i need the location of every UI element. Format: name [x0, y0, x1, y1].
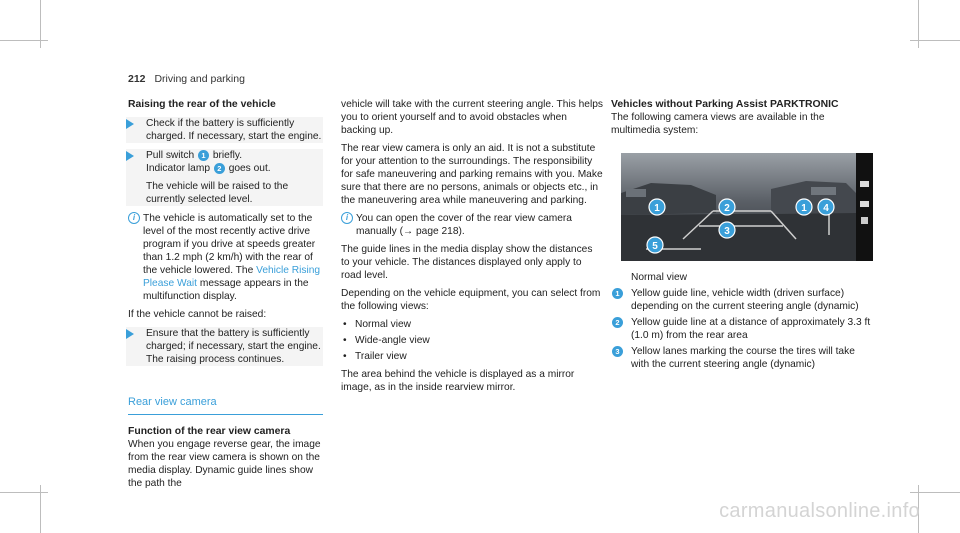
callout-5	[647, 237, 663, 253]
paragraph: The guide lines in the media display show the distances to your vehicle. The distances displayed only apply to road level.	[341, 244, 593, 281]
watermark: carmanualsonline.info	[719, 500, 920, 522]
paragraph: The rear view camera is only an aid. It is not a substitute for your attention to the surroundings. The responsibility for safe maneuvering and parking remains with you. Make sure that there are no persons, animals or objects etc., in the maneuvering area while maneuvering and parking.	[341, 143, 603, 206]
svg-text:5: 5	[652, 241, 658, 252]
callout-4	[818, 199, 834, 215]
info-note: i You can open the cover of the rear view camera manually (→ page 218).	[341, 212, 603, 238]
cannot-raise-text: If the vehicle cannot be raised:	[128, 309, 267, 320]
callout-badge: 2	[612, 317, 623, 328]
paragraph: The area behind the vehicle is displayed as a mirror image, as in the inside rearview mirror.	[341, 369, 575, 393]
step-arrow-icon	[126, 119, 134, 129]
message-link[interactable]: Vehicle Rising Please Wait	[143, 265, 321, 289]
legend-item: 1 Yellow guide line, vehicle width (driven surface) depending on the current steering angle (dynamic)	[611, 287, 873, 313]
svg-text:1: 1	[801, 203, 807, 214]
callout-badge: 1	[612, 288, 623, 299]
callout-2	[719, 199, 735, 215]
crop-mark	[40, 485, 41, 533]
crop-mark	[40, 0, 41, 48]
function-text: When you engage reverse gear, the image from the rear view camera is shown on the media display. Dynamic guide lines show the path the	[128, 439, 321, 489]
figure-legend	[611, 271, 873, 371]
step-ensure-battery: Ensure that the battery is sufficiently charged; if necessary, start the engine. The raising process continues.	[126, 327, 323, 366]
info-icon: i	[341, 212, 353, 224]
page-number: 212	[128, 73, 146, 85]
legend-item: 3 Yellow lanes marking the course the tires will take with the current steering angle (dynamic)	[611, 345, 873, 371]
step-arrow-icon	[126, 151, 134, 161]
intro-text: The following camera views are available in the multimedia system:	[611, 112, 825, 136]
page-header	[128, 73, 245, 86]
callout-3	[719, 222, 735, 238]
step-check-battery: Check if the battery is sufficiently charged. If necessary, start the engine.	[126, 117, 323, 143]
svg-text:1: 1	[654, 203, 660, 214]
list-item: • Trailer view	[341, 350, 603, 363]
list-item: • Normal view	[341, 318, 603, 331]
section-name: Driving and parking	[154, 73, 245, 85]
svg-text:4: 4	[823, 203, 829, 214]
callout-badge: 3	[612, 346, 623, 357]
callout-1-left	[649, 199, 665, 215]
column-1	[128, 98, 323, 495]
column-2	[341, 98, 603, 399]
info-icon: i	[128, 212, 140, 224]
function-title: Function of the rear view camera	[128, 426, 291, 437]
callout-badge: 2	[214, 163, 225, 174]
step-arrow-icon	[126, 329, 134, 339]
raising-title: Raising the rear of the vehicle	[128, 99, 276, 110]
callout-badge: 1	[198, 150, 209, 161]
column-3	[611, 98, 873, 374]
rear-camera-illustration	[621, 153, 873, 261]
crop-mark	[918, 0, 919, 48]
legend-item: 2 Yellow guide line at a distance of approximately 3.3 ft (1.0 m) from the rear area	[611, 316, 873, 342]
callout-1-right	[796, 199, 812, 215]
svg-text:3: 3	[724, 226, 730, 237]
views-list	[341, 318, 603, 363]
list-item: • Wide-angle view	[341, 334, 603, 347]
rear-camera-image	[621, 153, 873, 261]
figure-caption: Normal view	[631, 272, 688, 283]
step-pull-switch: Pull switch 1 briefly. Indicator lamp 2 goes out. The vehicle will be raised to the currently selected level.	[126, 149, 323, 206]
svg-text:2: 2	[724, 203, 730, 214]
paragraph: vehicle will take with the current steering angle. This helps you to orient yourself and to avoid obstacles when backing up.	[341, 99, 603, 136]
paragraph: Depending on the vehicle equipment, you can select from the following views:	[341, 288, 601, 312]
info-note: i The vehicle is automatically set to the level of the most recently active drive program if you drive at speeds greater than 1.2 mph (2 km/h) with the rear of the vehicle lowered. The Vehicle Rising Please Wait message appears in the multifunction display.	[128, 212, 323, 303]
section-title-rear-view-camera: Rear view camera	[128, 396, 323, 415]
vehicles-title: Vehicles without Parking Assist PARKTRONIC	[611, 99, 839, 110]
